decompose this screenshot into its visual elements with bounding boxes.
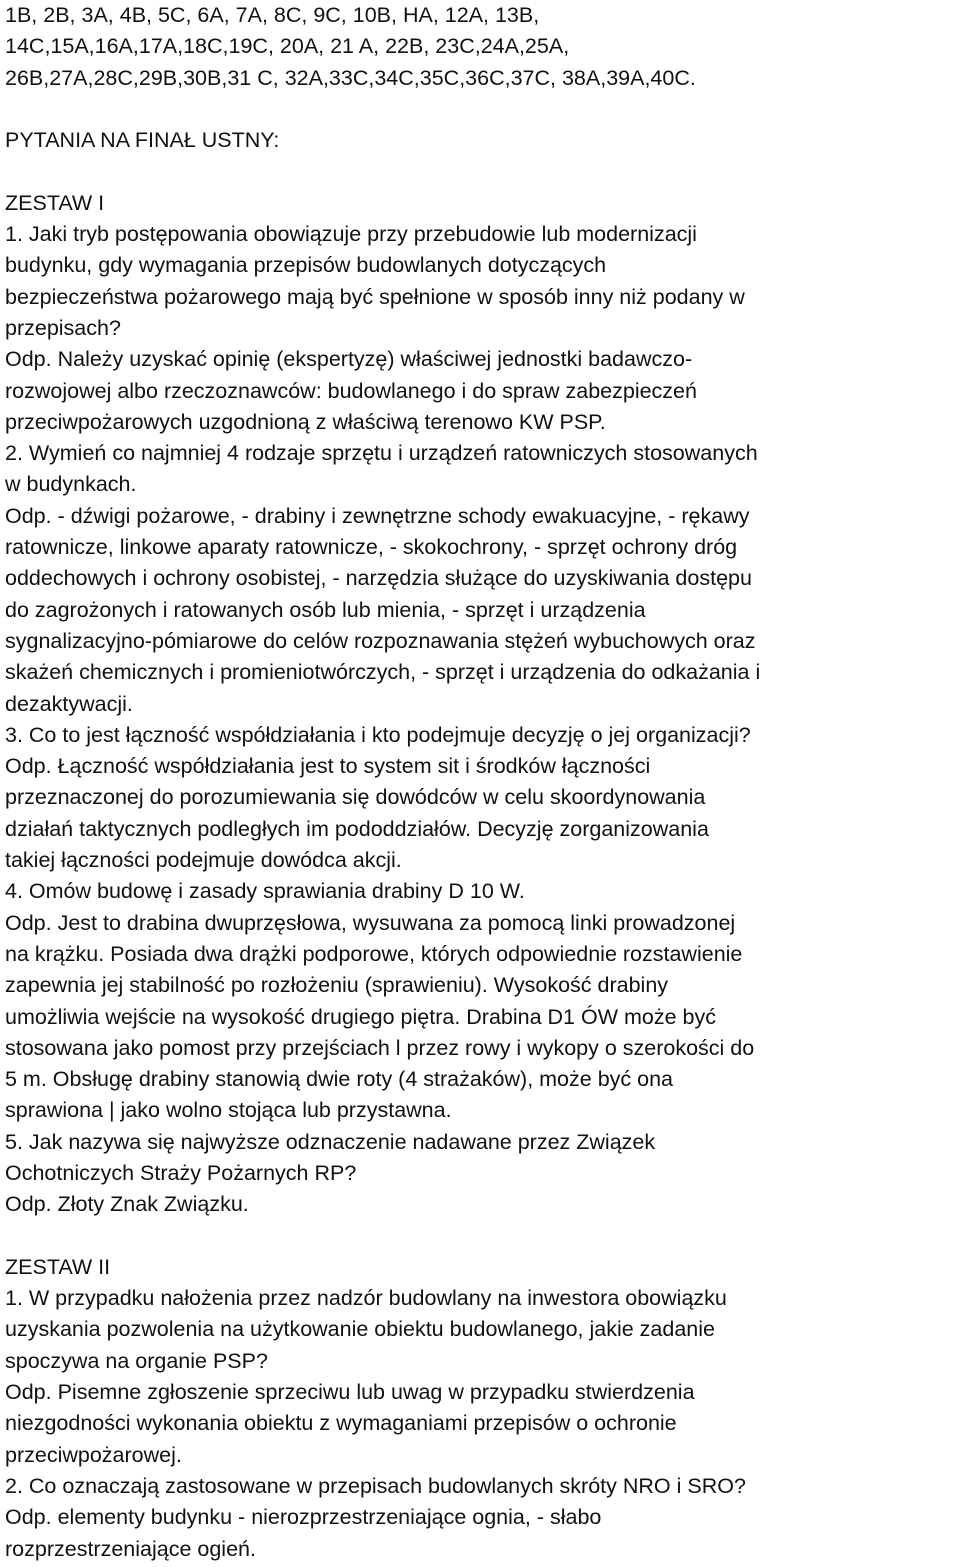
text-line: Odp. Łączność współdziałania jest to system sit i środków łączności bbox=[5, 754, 651, 779]
text-line: do zagrożonych i ratowanych osób lub mienia, - sprzęt i urządzenia bbox=[5, 597, 646, 622]
set-heading: ZESTAW I bbox=[5, 190, 105, 215]
text-line: spoczywa na organie PSP? bbox=[5, 1348, 268, 1373]
set-1 bbox=[5, 188, 957, 1221]
text-line: Odp. - dźwigi pożarowe, - drabiny i zewnętrzne schody ewakuacyjne, - rękawy bbox=[5, 503, 750, 528]
answer-key-line: 14C,15A,16A,17A,18C,19C, 20A, 21 A, 22B, 23C,24A,25A, bbox=[5, 34, 570, 59]
text-line: 2. Wymień co najmniej 4 rodzaje sprzętu i urządzeń ratowniczych stosowanych bbox=[5, 441, 758, 466]
text-line: bezpieczeństwa pożarowego mają być spełnione w sposób inny niż podany w bbox=[5, 284, 745, 309]
text-line: przeciwpożarowej. bbox=[5, 1442, 182, 1467]
text-line: skażeń chemicznych i promieniotwórczych, - sprzęt i urządzenia do odkażania i bbox=[5, 660, 761, 685]
text-line: Odp. Złoty Znak Związku. bbox=[5, 1192, 249, 1217]
text-line: ratownicze, linkowe aparaty ratownicze, - skokochrony, - sprzęt ochrony dróg bbox=[5, 535, 738, 560]
text-line: uzyskania pozwolenia na użytkowanie obiektu budowlanego, jakie zadanie bbox=[5, 1317, 715, 1342]
text-line: sygnalizacyjno-pómiarowe do celów rozpoznawania stężeń wybuchowych oraz bbox=[5, 628, 756, 653]
text-line: dezaktywacji. bbox=[5, 691, 133, 716]
set-2 bbox=[5, 1252, 957, 1565]
text-line: takiej łączności podejmuje dowódca akcji. bbox=[5, 848, 402, 873]
spacer bbox=[5, 156, 957, 187]
spacer bbox=[5, 94, 957, 125]
text-line: sprawiona | jako wolno stojąca lub przystawna. bbox=[5, 1098, 452, 1123]
text-line: 1. Jaki tryb postępowania obowiązuje przy przebudowie lub modernizacji bbox=[5, 222, 697, 247]
text-line: przepisach? bbox=[5, 315, 121, 340]
text-line: Odp. Pisemne zgłoszenie sprzeciwu lub uwag w przypadku stwierdzenia bbox=[5, 1380, 695, 1405]
text-line: 3. Co to jest łączność współdziałania i kto podejmuje decyzję o jej organizacji? bbox=[5, 722, 751, 747]
set-2-body bbox=[5, 1283, 957, 1565]
answer-key-line: 1B, 2B, 3A, 4B, 5C, 6A, 7A, 8C, 9C, 10B, HA, 12A, 13B, bbox=[5, 3, 540, 27]
text-line: rozprzestrzeniające ogień. bbox=[5, 1536, 256, 1561]
text-line: przeciwpożarowych uzgodnioną z właściwą terenowo KW PSP. bbox=[5, 409, 606, 434]
text-line: Odp. elementy budynku - nierozprzestrzeniające ognia, - słabo bbox=[5, 1505, 602, 1530]
text-line: niezgodności wykonania obiektu z wymaganiami przepisów o ochronie bbox=[5, 1411, 677, 1436]
set-heading: ZESTAW II bbox=[5, 1254, 111, 1279]
text-line: zapewnia jej stabilność po rozłożeniu (sprawieniu). Wysokość drabiny bbox=[5, 973, 669, 998]
text-line: stosowana jako pomost przy przejściach l przez rowy i wykopy o szerokości do bbox=[5, 1035, 755, 1060]
text-line: przeznaczonej do porozumiewania się dowódców w celu skoordynowania bbox=[5, 785, 706, 810]
text-line: Odp. Należy uzyskać opinię (ekspertyzę) właściwej jednostki badawczo- bbox=[5, 347, 693, 372]
text-line: 5 m. Obsługę drabiny stanowią dwie roty (4 strażaków), może być ona bbox=[5, 1067, 673, 1092]
answer-key bbox=[5, 0, 957, 94]
section-heading: PYTANIA NA FINAŁ USTNY: bbox=[5, 128, 280, 153]
text-line: Odp. Jest to drabina dwuprzęsłowa, wysuwana za pomocą linki prowadzonej bbox=[5, 910, 736, 935]
text-line: 2. Co oznaczają zastosowane w przepisach budowlanych skróty NRO i SRO? bbox=[5, 1473, 746, 1498]
text-line: budynku, gdy wymagania przepisów budowlanych dotyczących bbox=[5, 253, 607, 278]
text-line: Ochotniczych Straży Pożarnych RP? bbox=[5, 1160, 357, 1185]
spacer bbox=[5, 1221, 957, 1252]
text-line: 5. Jak nazywa się najwyższe odznaczenie nadawane przez Związek bbox=[5, 1129, 656, 1154]
text-line: 4. Omów budowę i zasady sprawiania drabiny D 10 W. bbox=[5, 879, 525, 904]
text-line: na krążku. Posiada dwa drążki podporowe, których odpowiednie rozstawienie bbox=[5, 941, 743, 966]
text-line: działań taktycznych podległych im pododdziałów. Decyzję zorganizowania bbox=[5, 816, 709, 841]
set-1-body bbox=[5, 219, 957, 1221]
answer-key-line: 26B,27A,28C,29B,30B,31 C, 32A,33C,34C,35C,36C,37C, 38A,39A,40C. bbox=[5, 65, 696, 90]
text-line: umożliwia wejście na wysokość drugiego piętra. Drabina D1 ÓW może być bbox=[5, 1004, 716, 1029]
document-page bbox=[5, 0, 957, 1565]
text-line: oddechowych i ochrony osobistej, - narzędzia służące do uzyskiwania dostępu bbox=[5, 566, 752, 591]
text-line: w budynkach. bbox=[5, 472, 137, 497]
text-line: rozwojowej albo rzeczoznawców: budowlanego i do spraw zabezpieczeń bbox=[5, 378, 697, 403]
text-line: 1. W przypadku nałożenia przez nadzór budowlany na inwestora obowiązku bbox=[5, 1286, 727, 1311]
